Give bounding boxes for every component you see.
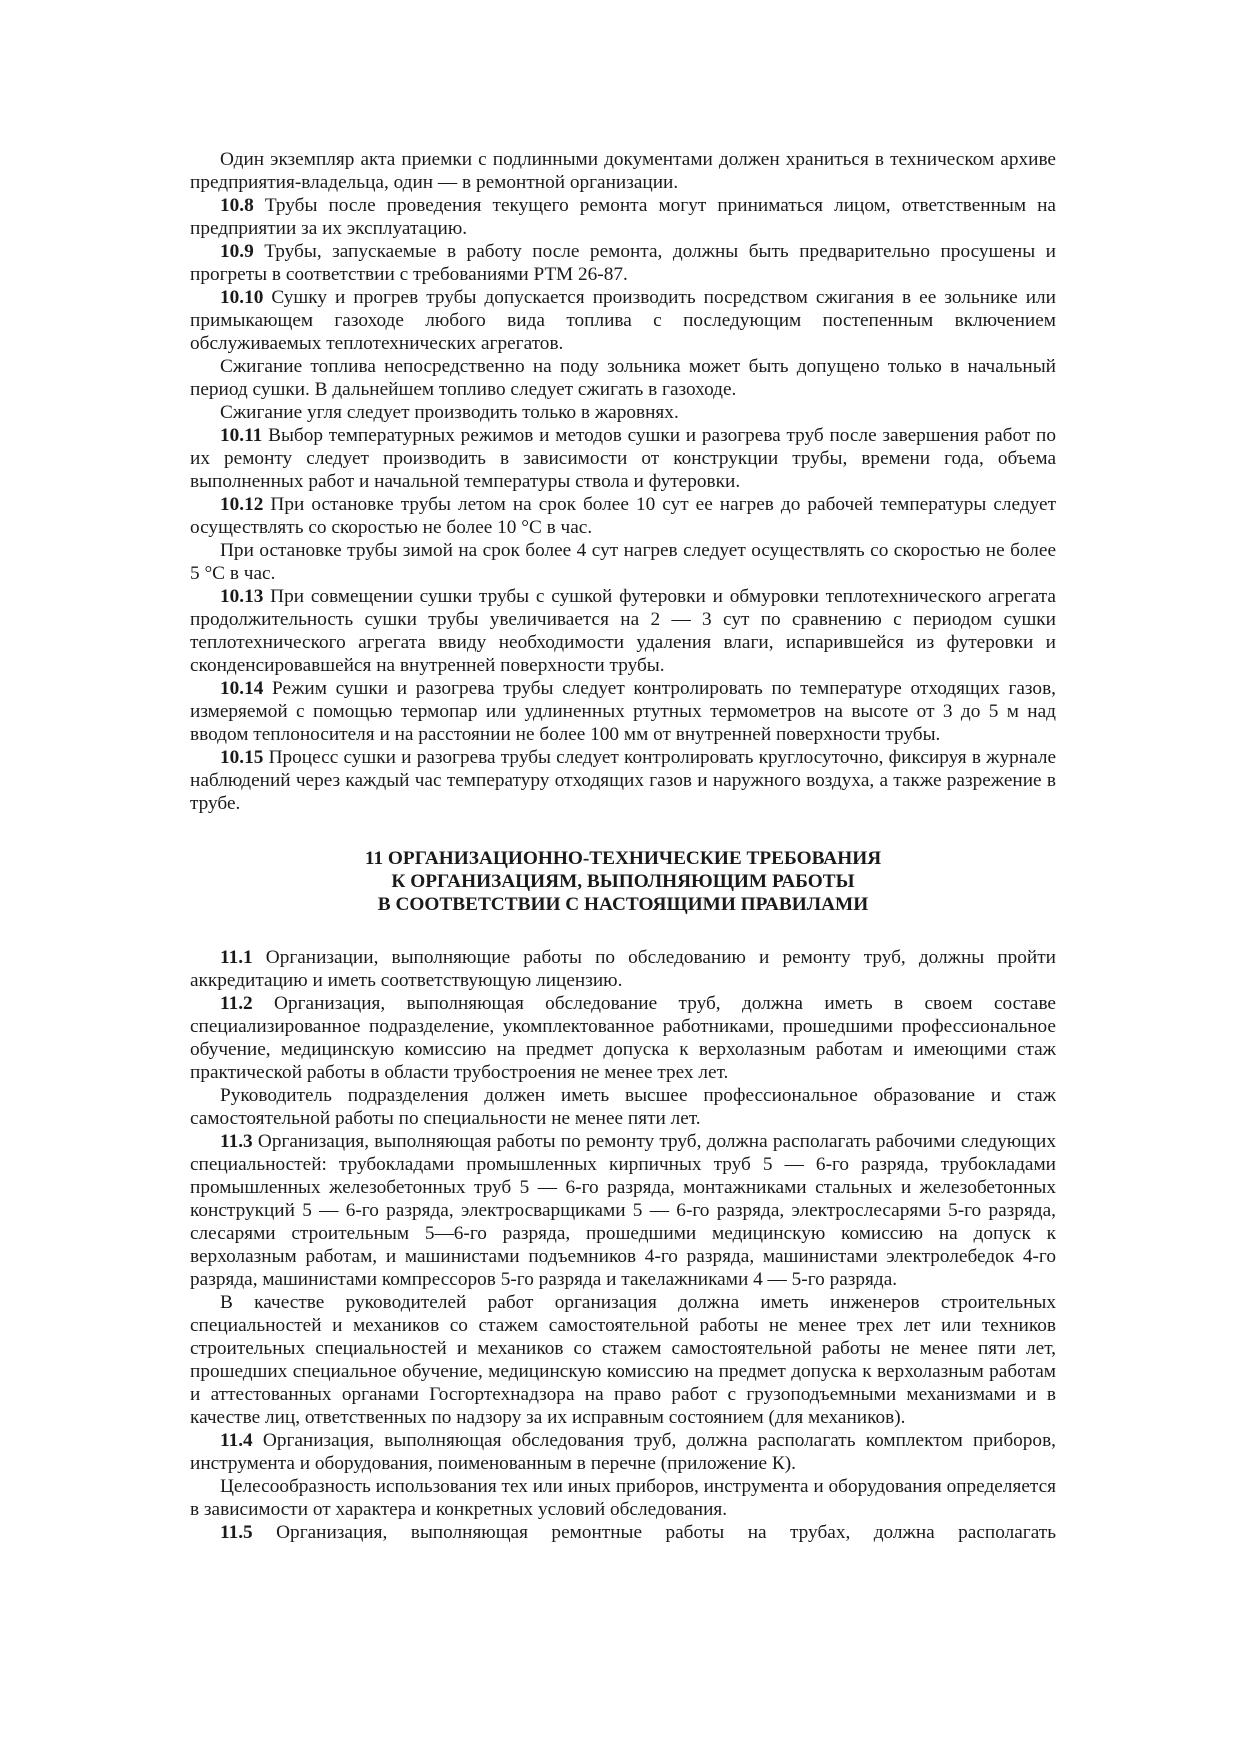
clause-number: 11.5 — [220, 1522, 253, 1543]
paragraph-10-8: 10.8 Трубы после проведения текущего ремонта могут приниматься лицом, ответственным на предприятии за их эксплуатацию. — [190, 195, 1056, 239]
heading-line: К ОРГАНИЗАЦИЯМ, ВЫПОЛНЯЮЩИМ РАБОТЫ — [391, 871, 855, 892]
clause-number: 10.14 — [220, 678, 264, 699]
clause-number: 10.10 — [220, 287, 264, 308]
document-page — [190, 148, 1056, 1544]
clause-number: 11.4 — [220, 1430, 253, 1451]
heading-line: В СООТВЕТСТВИИ С НАСТОЯЩИМИ ПРАВИЛАМИ — [377, 894, 869, 915]
paragraph-11-2: 11.2 Организация, выполняющая обследование труб, должна иметь в своем составе специализированное подразделение, укомплектованное работниками, прошедшими профессиональное обучение, медицинскую комиссию на предмет допуска к верхолазным работам и имеющими стаж практической работы в области трубостроения не менее трех лет. — [190, 993, 1056, 1083]
paragraph-work-managers: В качестве руководителей работ организация должна иметь инженеров строительных специальностей и механиков со стажем самостоятельной работы не менее трех лет или техников строительных специальностей и механиков со стажем самостоятельной работы не менее пяти лет, прошедших специальное обучение, медицинскую комиссию на предмет допуска к верхолазным работам и аттестованных органами Госгортехнадзора на право работ с грузоподъемными механизмами и в качестве лиц, ответственных по надзору за их исправным состоянием (для механиков). — [190, 1292, 1056, 1428]
paragraph-10-9: 10.9 Трубы, запускаемые в работу после ремонта, должны быть предварительно просушены и прогреты в соответствии с требованиями РТМ 26-87. — [190, 241, 1056, 285]
paragraph-coal-burning: Сжигание угля следует производить только в жаровнях. — [220, 402, 679, 423]
clause-number: 11.2 — [220, 993, 253, 1014]
paragraph-10-14: 10.14 Режим сушки и разогрева трубы следует контролировать по температуре отходящих газов, измеряемой с помощью термопар или удлиненных ртутных термометров на высоте от 3 до 5 м над вводом теплоносителя и на расстоянии не более 100 мм от внутренней поверхности трубы. — [190, 678, 1056, 745]
paragraph-11-4: 11.4 Организация, выполняющая обследования труб, должна располагать комплектом приборов, инструмента и оборудования, поименованным в перечне (приложение К). — [190, 1430, 1056, 1474]
paragraph-fuel-burning: Сжигание топлива непосредственно на поду зольника может быть допущено только в начальный период сушки. В дальнейшем топливо следует сжигать в газоходе. — [190, 356, 1056, 400]
heading-line: 11 ОРГАНИЗАЦИОННО-ТЕХНИЧЕСКИЕ ТРЕБОВАНИЯ — [364, 848, 882, 869]
clause-number: 10.15 — [220, 747, 264, 768]
paragraph-10-15: 10.15 Процесс сушки и разогрева трубы следует контролировать круглосуточно, фиксируя в журнале наблюдений через каждый час температуру отходящих газов и наружного воздуха, а также разрежение в трубе. — [190, 747, 1056, 814]
paragraph-10-12: 10.12 При остановке трубы летом на срок более 10 сут ее нагрев до рабочей температуры следует осуществлять со скоростью не более 10 °С в час. — [190, 494, 1056, 538]
paragraph-act-storage: Один экземпляр акта приемки с подлинными документами должен храниться в техническом архиве предприятия-владельца, один — в ремонтной организации. — [190, 149, 1056, 193]
clause-number: 10.8 — [220, 195, 254, 216]
clause-number: 11.1 — [220, 947, 253, 968]
paragraph-11-1: 11.1 Организации, выполняющие работы по обследованию и ремонту труб, должны пройти аккредитацию и иметь соответствующую лицензию. — [190, 947, 1056, 991]
clause-number: 10.13 — [220, 586, 264, 607]
paragraph-11-5: 11.5 Организация, выполняющая ремонтные работы на трубах, должна располагать — [220, 1522, 1056, 1543]
paragraph-winter-stop: При остановке трубы зимой на срок более 4 сут нагрев следует осуществлять со скоростью не более 5 °С в час. — [190, 540, 1056, 584]
paragraph-division-head: Руководитель подразделения должен иметь высшее профессиональное образование и стаж самостоятельной работы по специальности не менее пяти лет. — [190, 1085, 1056, 1129]
paragraph-10-10: 10.10 Сушку и прогрев трубы допускается производить посредством сжигания в ее зольнике или примыкающем газоходе любого вида топлива с последующим постепенным включением обслуживаемых теплотехнических агрегатов. — [190, 287, 1056, 354]
clause-number: 11.3 — [220, 1131, 253, 1152]
clause-number: 10.12 — [220, 494, 264, 515]
paragraph-10-11: 10.11 Выбор температурных режимов и методов сушки и разогрева труб после завершения работ по их ремонту следует производить в зависимости от конструкции трубы, времени года, объема выполненных работ и начальной температуры ствола и футеровки. — [190, 425, 1056, 492]
clause-number: 10.11 — [220, 425, 263, 446]
paragraph-10-13: 10.13 При совмещении сушки трубы с сушкой футеровки и обмуровки теплотехнического агрегата продолжительность сушки трубы увеличивается на 2 — 3 сут по сравнению с периодом сушки теплотехнического агрегата ввиду необходимости удаления влаги, испарившейся из футеровки и сконденсировавшейся на внутренней поверхности трубы. — [190, 586, 1056, 676]
clause-number: 10.9 — [220, 241, 254, 262]
section-11-heading — [190, 847, 1056, 916]
paragraph-instruments-expedience: Целесообразность использования тех или иных приборов, инструмента и оборудования определяется в зависимости от характера и конкретных условий обследования. — [190, 1476, 1056, 1520]
paragraph-11-3: 11.3 Организация, выполняющая работы по ремонту труб, должна располагать рабочими следующих специальностей: трубокладами промышленных кирпичных труб 5 — 6-го разряда, трубокладами промышленных железобетонных труб 5 — 6-го разряда, монтажниками стальных и железобетонных конструкций 5 — 6-го разряда, электросварщиками 5 — 6-го разряда, электрослесарями 5-го разряда, слесарями строительным 5—6-го разряда, прошедшими медицинскую комиссию на допуск к верхолазным работам, и машинистами подъемников 4-го разряда, машинистами электролебедок 4-го разряда, машинистами компрессоров 5-го разряда и такелажниками 4 — 5-го разряда. — [190, 1131, 1056, 1290]
